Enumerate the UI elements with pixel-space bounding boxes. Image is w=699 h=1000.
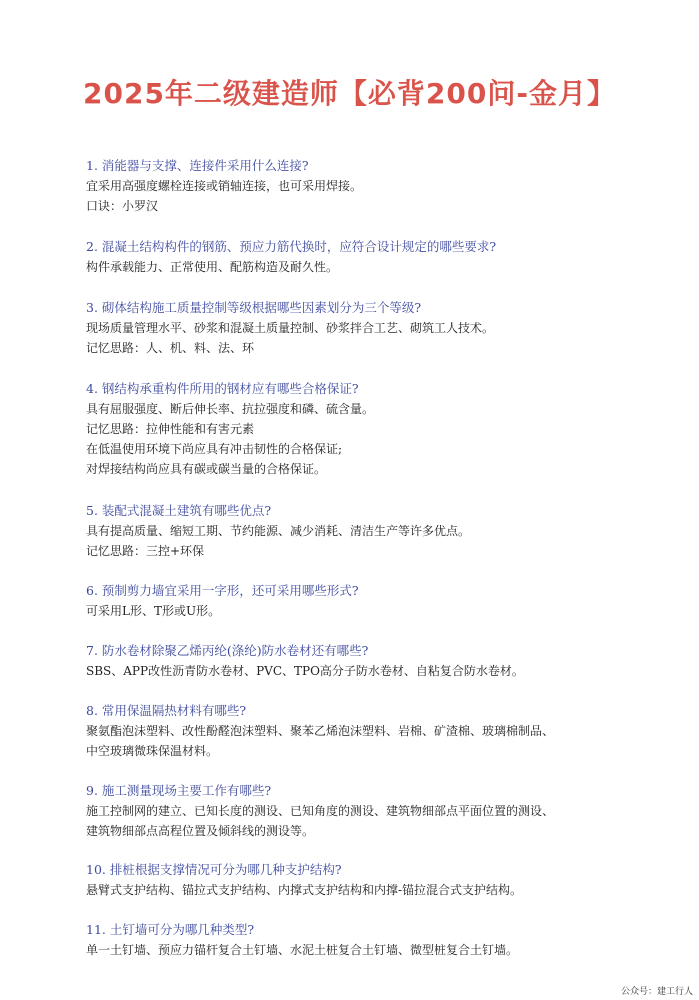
- answer-line: 记忆思路：人、机、料、法、环: [86, 341, 255, 355]
- question-text: 9. 施工测量现场主要工作有哪些?: [86, 783, 272, 798]
- qa-item: [86, 501, 646, 561]
- answer-line: 口诀：小罗汉: [86, 199, 159, 213]
- question-text: 5. 装配式混凝土建筑有哪些优点?: [86, 503, 272, 518]
- qa-item: [86, 860, 646, 900]
- qa-item: [86, 379, 646, 479]
- question-text: 8. 常用保温隔热材料有哪些?: [86, 703, 247, 718]
- answer-line: 悬臂式支护结构、锚拉式支护结构、内撑式支护结构和内撑-锚拉混合式支护结构。: [86, 883, 523, 897]
- answer-line: 建筑物细部点高程位置及倾斜线的测设等。: [86, 824, 315, 838]
- question-text: 7. 防水卷材除聚乙烯丙纶(涤纶)防水卷材还有哪些?: [86, 643, 369, 658]
- qa-item: [86, 581, 646, 621]
- qa-item: [86, 920, 646, 960]
- answer-line: 单一土钉墙、预应力锚杆复合土钉墙、水泥土桩复合土钉墙、微型桩复合土钉墙。: [86, 943, 519, 957]
- question-text: 4. 钢结构承重构件所用的钢材应有哪些合格保证?: [86, 381, 359, 396]
- qa-list: [86, 136, 646, 960]
- answer-line: 宜采用高强度螺栓连接或销轴连接，也可采用焊接。: [86, 179, 363, 193]
- footer-watermark: 公众号：建工行人: [620, 987, 693, 997]
- question-text: 3. 砌体结构施工质量控制等级根据哪些因素划分为三个等级?: [86, 300, 422, 315]
- question-text: 10. 排桩根据支撑情况可分为哪几种支护结构?: [86, 862, 342, 877]
- answer-line: 记忆思路：拉伸性能和有害元素: [86, 422, 255, 436]
- answer-line: 施工控制网的建立、已知长度的测设、已知角度的测设、建筑物细部点平面位置的测设、: [86, 804, 555, 818]
- answer-line: 构件承载能力、正常使用、配筋构造及耐久性。: [86, 260, 339, 274]
- answer-line: SBS、APP改性沥青防水卷材、PVC、TPO高分子防水卷材、自粘复合防水卷材。: [86, 664, 524, 678]
- qa-item: [86, 156, 646, 216]
- answer-line: 可采用L形、T形或U形。: [86, 604, 221, 618]
- qa-item: [86, 701, 646, 761]
- answer-line: 具有提高质量、缩短工期、节约能源、减少消耗、清洁生产等许多优点。: [86, 524, 471, 538]
- answer-line: 记忆思路：三控+环保: [86, 544, 205, 558]
- qa-item: [86, 781, 646, 841]
- answer-line: 中空玻璃微珠保温材料。: [86, 744, 219, 758]
- question-text: 11. 土钉墙可分为哪几种类型?: [86, 922, 255, 937]
- question-text: 6. 预制剪力墙宜采用一字形，还可采用哪些形式?: [86, 583, 359, 598]
- answer-line: 聚氨酯泡沫塑料、改性酚醛泡沫塑料、聚苯乙烯泡沫塑料、岩棉、矿渣棉、玻璃棉制品、: [86, 724, 555, 738]
- page-title: 2025年二级建造师【必背200问-金月】: [83, 77, 616, 110]
- qa-item: [86, 298, 646, 358]
- question-text: 1. 消能器与支撑、连接件采用什么连接?: [86, 158, 309, 173]
- answer-line: 具有屈服强度、断后伸长率、抗拉强度和磷、硫含量。: [86, 402, 375, 416]
- qa-item: [86, 237, 646, 277]
- qa-item: [86, 641, 646, 681]
- answer-line: 现场质量管理水平、砂浆和混凝土质量控制、砂浆拌合工艺、砌筑工人技术。: [86, 321, 495, 335]
- answer-line: 在低温使用环境下尚应具有冲击韧性的合格保证;: [86, 442, 343, 456]
- question-text: 2. 混凝土结构构件的钢筋、预应力筋代换时，应符合设计规定的哪些要求?: [86, 239, 497, 254]
- answer-line: 对焊接结构尚应具有碳或碳当量的合格保证。: [86, 462, 327, 476]
